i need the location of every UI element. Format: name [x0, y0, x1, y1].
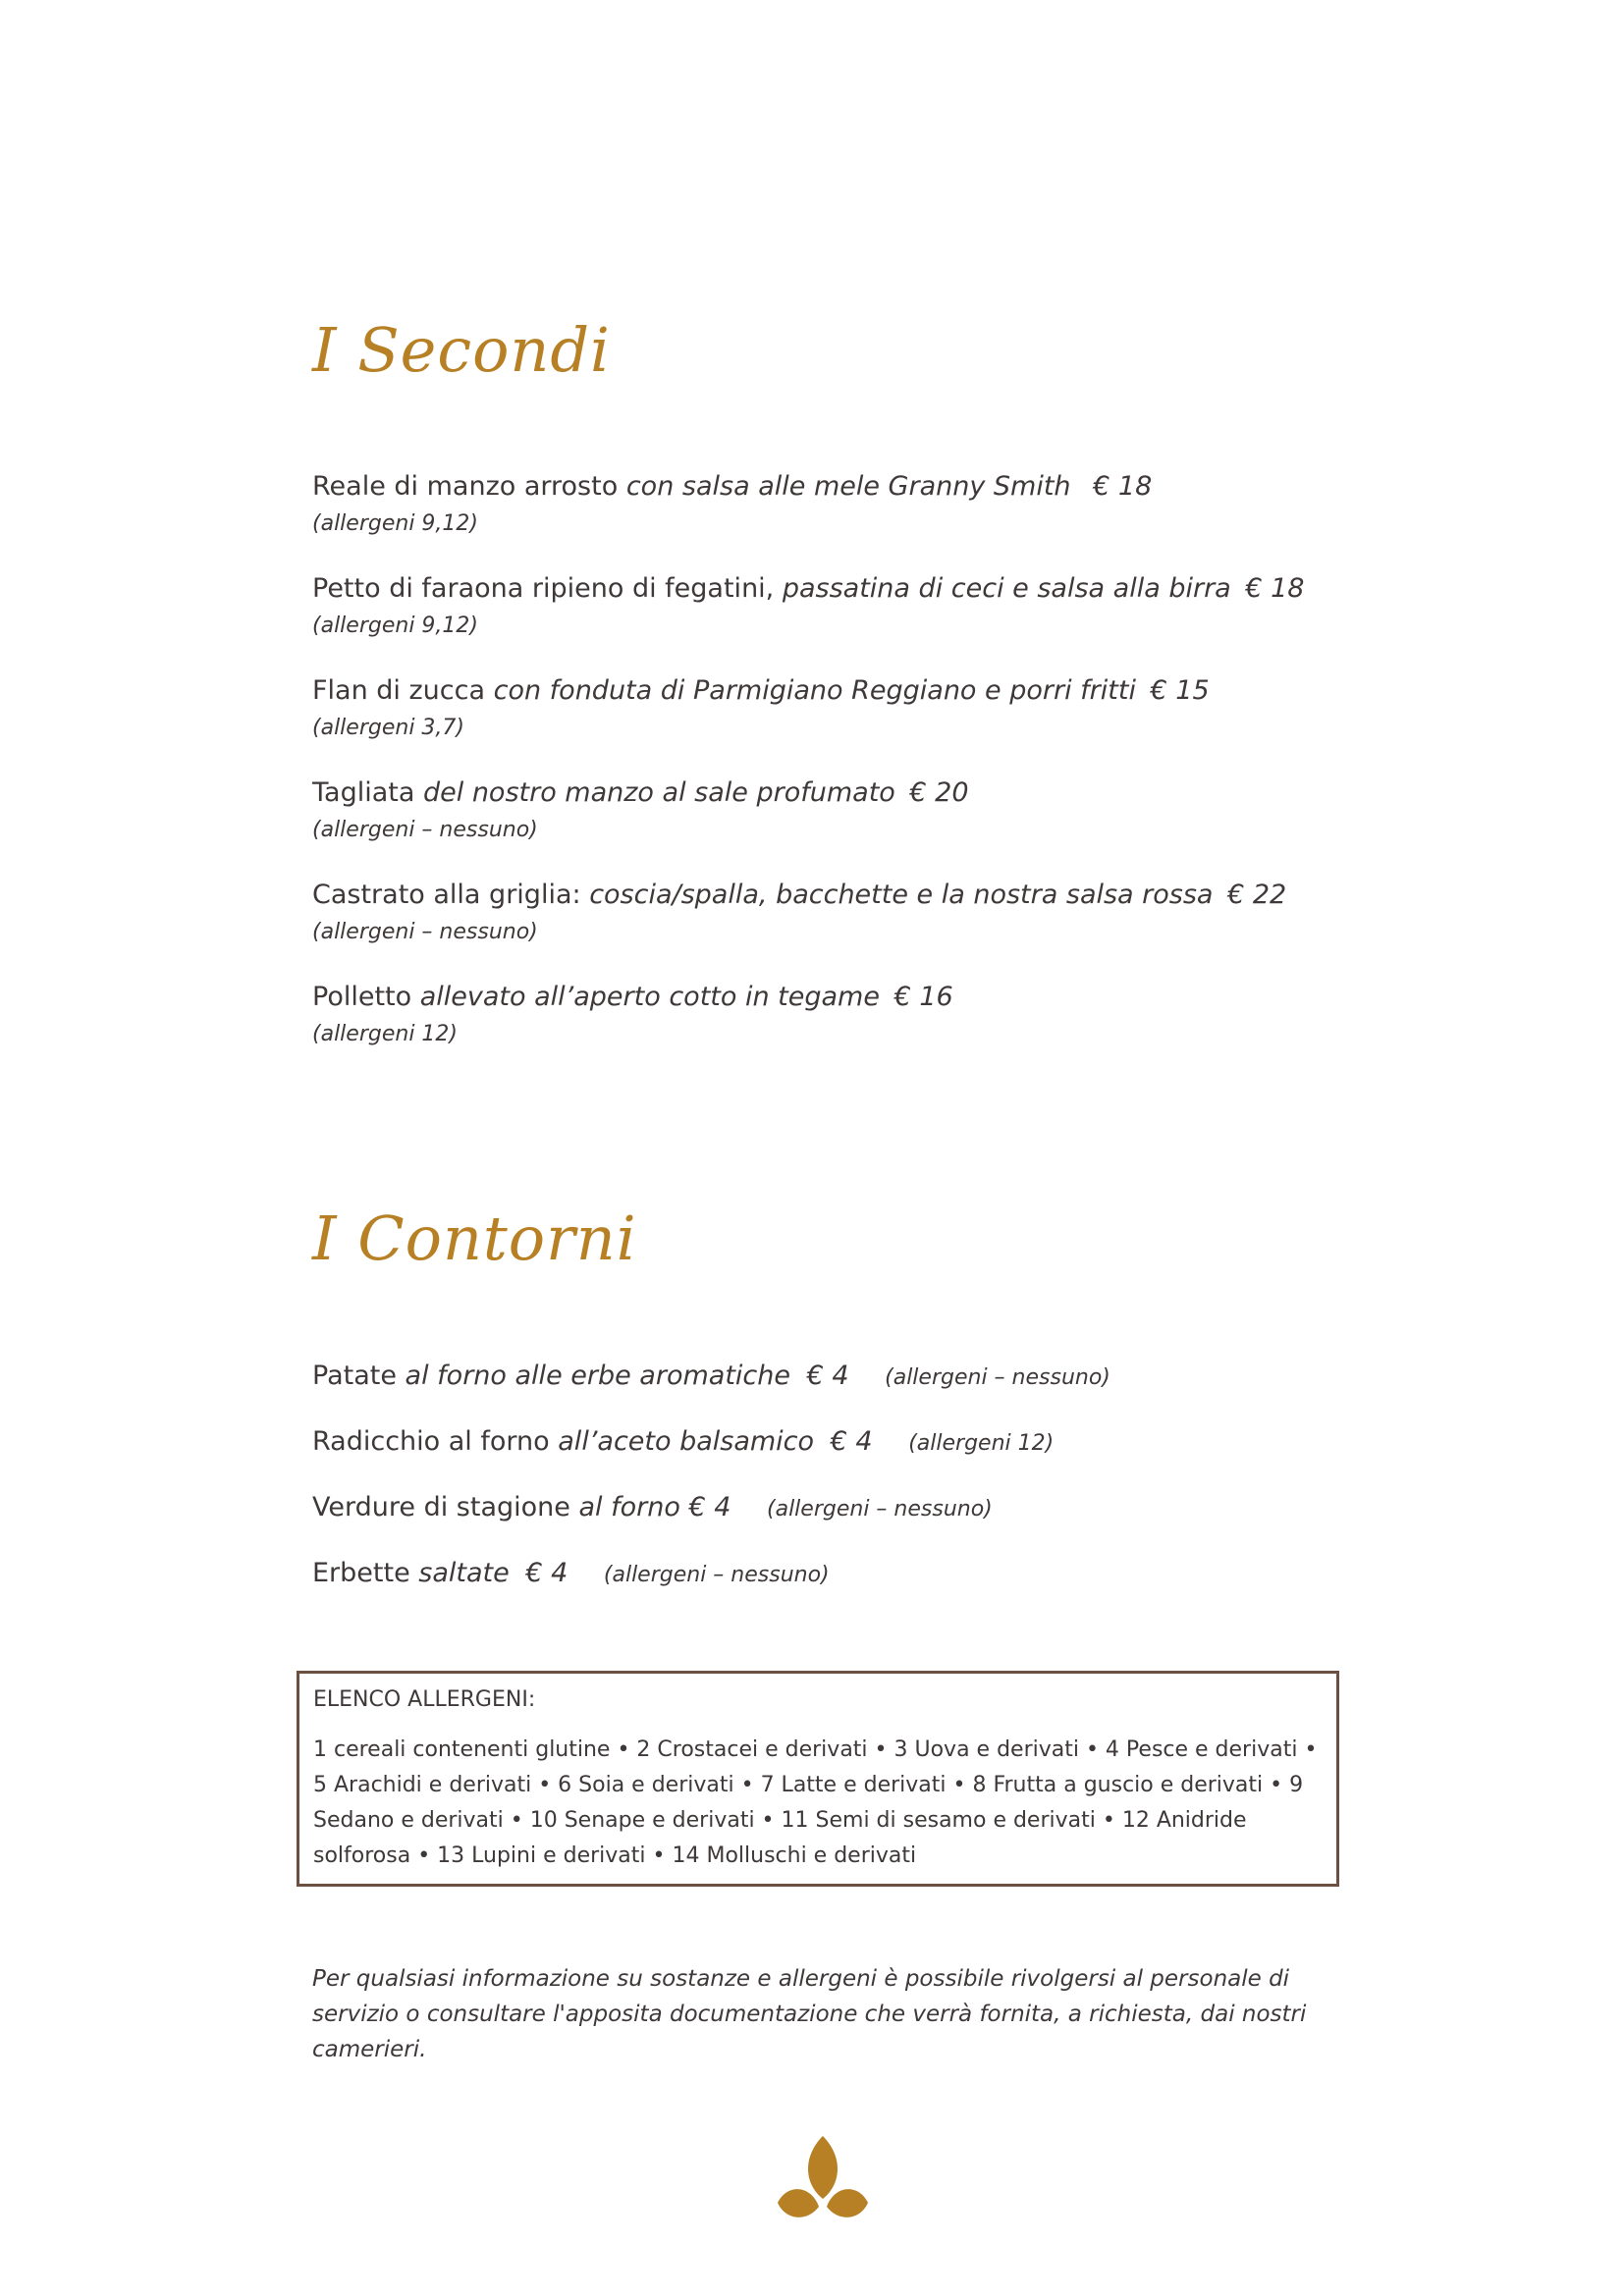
- dish-item: [312, 772, 1353, 874]
- dish-allergens: (allergeni 12): [312, 1022, 458, 1046]
- dish-price: € 16: [893, 982, 953, 1012]
- contorni-title: I Contorni: [312, 1202, 637, 1274]
- side-dish-item: [312, 1355, 1353, 1420]
- dish-price: € 4: [688, 1492, 731, 1522]
- dish-allergens: (allergeni 12): [908, 1431, 1055, 1456]
- dish-allergens: (allergeni – nessuno): [312, 818, 538, 842]
- dish-name: Tagliata: [312, 777, 415, 808]
- dish-allergens: (allergeni 9,12): [312, 511, 478, 536]
- dish-description: con fonduta di Parmigiano Reggiano e porri fritti: [493, 675, 1136, 706]
- ornament-center-petal: [808, 2136, 838, 2199]
- dish-allergens: (allergeni 9,12): [312, 614, 478, 638]
- dish-description: passatina di ceci e salsa alla birra: [782, 573, 1231, 604]
- allergen-footnote: Per qualsiasi informazione su sostanze e allergeni è possibile rivolgersi al personale di servizio o consultare l'apposita documentazione che verrà fornita, a richiesta, dai nostri camerieri.: [312, 1966, 1307, 2062]
- dish-price: € 15: [1150, 675, 1210, 706]
- secondi-title: I Secondi: [312, 314, 611, 386]
- ornament-right-petal: [827, 2189, 868, 2217]
- dish-description: al forno: [578, 1492, 680, 1522]
- side-dish-item: [312, 1420, 1353, 1486]
- dish-name: Reale di manzo arrosto: [312, 471, 619, 502]
- dish-name: Polletto: [312, 982, 412, 1012]
- dish-item: [312, 567, 1353, 669]
- allergen-list-box: [297, 1671, 1339, 1887]
- dish-description: all’aceto balsamico: [558, 1426, 815, 1457]
- dish-description: coscia/spalla, bacchette e la nostra salsa rossa: [589, 880, 1214, 910]
- allergen-list-title: ELENCO ALLERGENI:: [313, 1687, 536, 1712]
- three-petal-leaf-icon: [774, 2134, 872, 2222]
- dish-name: Petto di faraona ripieno di fegatini,: [312, 573, 775, 604]
- dish-name: Verdure di stagione: [312, 1492, 570, 1522]
- dish-description: saltate: [418, 1558, 510, 1588]
- dish-price: € 4: [806, 1361, 849, 1391]
- dish-price: € 18: [1093, 471, 1153, 502]
- secondi-list: [312, 465, 1353, 1078]
- dish-allergens: (allergeni – nessuno): [885, 1365, 1110, 1390]
- dish-description: allevato all’aperto cotto in tegame: [419, 982, 880, 1012]
- dish-item: [312, 669, 1353, 772]
- dish-item: [312, 976, 1353, 1078]
- dish-price: € 4: [525, 1558, 568, 1588]
- dish-description: del nostro manzo al sale profumato: [422, 777, 895, 808]
- dish-description: al forno alle erbe aromatiche: [405, 1361, 790, 1391]
- dish-price: € 18: [1245, 573, 1305, 604]
- dish-item: [312, 465, 1353, 567]
- dish-name: Erbette: [312, 1558, 410, 1588]
- contorni-list: [312, 1355, 1353, 1618]
- dish-name: Flan di zucca: [312, 675, 486, 706]
- dish-price: € 20: [909, 777, 969, 808]
- dish-name: Radicchio al forno: [312, 1426, 550, 1457]
- dish-allergens: (allergeni 3,7): [312, 716, 464, 740]
- dish-allergens: (allergeni – nessuno): [603, 1563, 830, 1587]
- dish-item: [312, 874, 1353, 976]
- dish-description: con salsa alle mele Granny Smith: [625, 471, 1071, 502]
- dish-price: € 4: [830, 1426, 873, 1457]
- allergen-list-text: 1 cereali contenenti glutine • 2 Crostacei e derivati • 3 Uova e derivati • 4 Pesce e derivati • 5 Arachidi e derivati • 6 Soia e derivati • 7 Latte e derivati • 8 Frutta a guscio e derivati • 9 Sedano e derivati • 10 Senape e derivati • 11 Semi di sesamo e derivati • 12 Anidride solforosa • 13 Lupini e derivati • 14 Molluschi e derivati: [313, 1737, 1318, 1868]
- dish-price: € 22: [1227, 880, 1287, 910]
- dish-allergens: (allergeni – nessuno): [767, 1497, 993, 1522]
- ornament-left-petal: [778, 2189, 819, 2217]
- side-dish-item: [312, 1486, 1353, 1552]
- dish-allergens: (allergeni – nessuno): [312, 920, 538, 944]
- dish-name: Castrato alla griglia:: [312, 880, 581, 910]
- dish-name: Patate: [312, 1361, 397, 1391]
- side-dish-item: [312, 1552, 1353, 1618]
